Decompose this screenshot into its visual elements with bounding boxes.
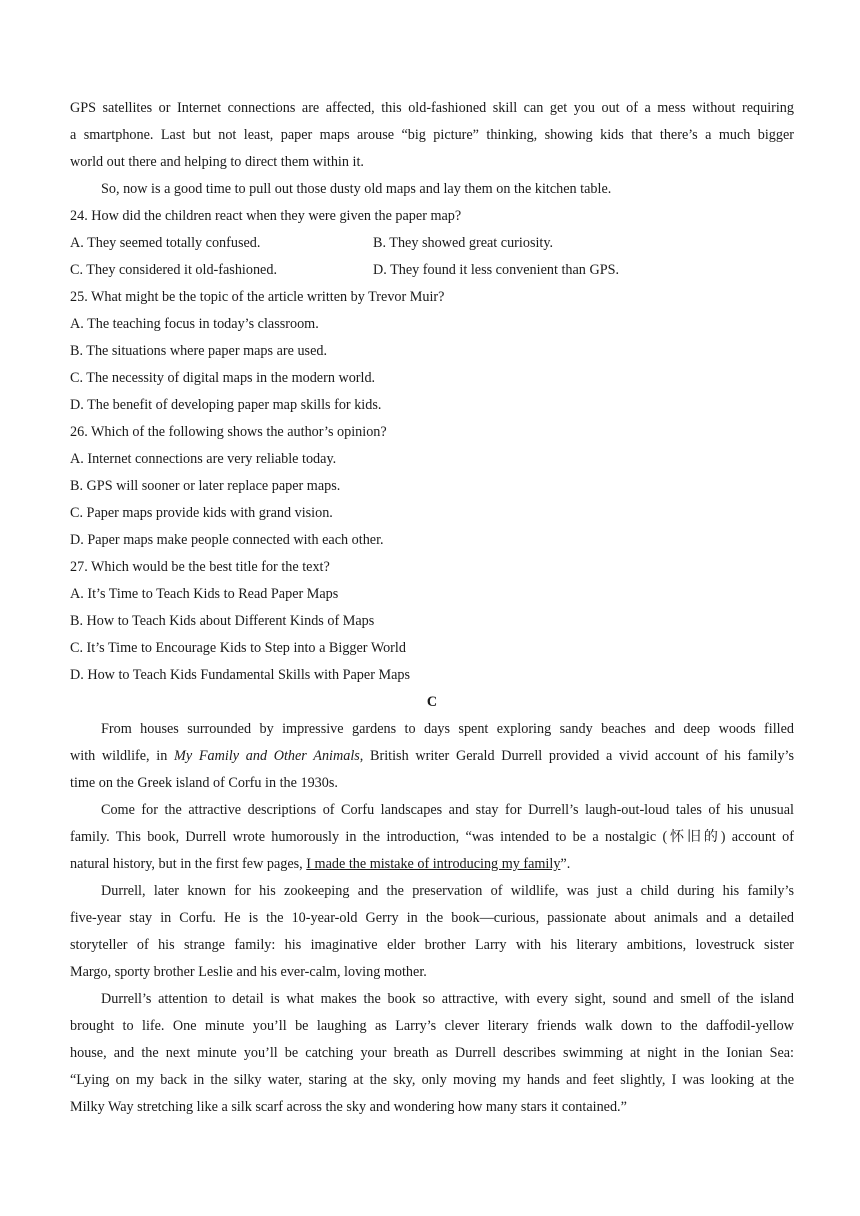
passage-c-p3-line-2: five-year stay in Corfu. He is the 10-year-old Gerry in the book—curious, passionate about animals and a detailed xyxy=(70,910,794,926)
passage-c-p4-line-1: Durrell’s attention to detail is what makes the book so attractive, with every sight, sound and smell of the island xyxy=(101,991,794,1007)
passage-c-p4-line-5: Milky Way stretching like a silk scarf across the sky and wondering how many stars it contained.” xyxy=(70,1099,627,1115)
question-25-option-c: C. The necessity of digital maps in the modern world. xyxy=(70,370,376,386)
question-27-option-b: B. How to Teach Kids about Different Kinds of Maps xyxy=(70,613,375,629)
intro-line-2: a smartphone. Last but not least, paper maps arouse “big picture” thinking, showing kids that there’s a much bigger xyxy=(70,127,794,143)
book-title: My Family and Other Animals xyxy=(174,748,360,764)
question-24-stem: 24. How did the children react when they were given the paper map? xyxy=(70,208,462,224)
passage-c-p4-line-2: brought to life. One minute you’ll be laughing as Larry’s clever literary friends walk down to the daffodil-yellow xyxy=(70,1018,794,1034)
intro-line-1: GPS satellites or Internet connections are affected, this old-fashioned skill can get you out of a mess without requiring xyxy=(70,100,794,116)
question-26-option-b: B. GPS will sooner or later replace paper maps. xyxy=(70,478,341,494)
question-25-stem: 25. What might be the topic of the article written by Trevor Muir? xyxy=(70,289,445,305)
question-24-option-d: D. They found it less convenient than GPS. xyxy=(373,262,620,278)
question-24-option-b: B. They showed great curiosity. xyxy=(373,235,554,251)
question-24-option-c: C. They considered it old-fashioned. xyxy=(70,262,277,278)
intro-line-3: world out there and helping to direct them within it. xyxy=(70,154,364,170)
passage-c-p4-line-3: house, and the next minute you’ll be catching your breath as Durrell describes swimming at night in the Ionian Sea: xyxy=(70,1045,794,1061)
p1-text-before-title: with wildlife, in xyxy=(70,748,175,764)
question-24-option-a: A. They seemed totally confused. xyxy=(70,235,261,251)
passage-c-p3-line-3: storyteller of his strange family: his imaginative elder brother Larry with his literary ambitions, lovestruck sister xyxy=(70,937,794,953)
question-24-options-row-1 xyxy=(70,230,794,257)
p1-text-after-title: , British writer Gerald Durrell provided a vivid account of his family’s xyxy=(359,748,794,764)
question-26-stem: 26. Which of the following shows the author’s opinion? xyxy=(70,424,387,440)
question-25-option-a: A. The teaching focus in today’s classroom. xyxy=(70,316,319,332)
question-25-option-b: B. The situations where paper maps are used. xyxy=(70,343,328,359)
question-26-option-d: D. Paper maps make people connected with each other. xyxy=(70,532,384,548)
underlined-phrase: I made the mistake of introducing my family xyxy=(306,856,561,872)
question-24-options-row-2 xyxy=(70,257,794,284)
question-27-option-c: C. It’s Time to Encourage Kids to Step into a Bigger World xyxy=(70,640,406,656)
passage-c-p2-line-3 xyxy=(70,851,794,878)
conclusion-paragraph: So, now is a good time to pull out those dusty old maps and lay them on the kitchen table. xyxy=(101,181,612,197)
passage-c-p1-line-2 xyxy=(70,743,794,770)
passage-c-p1-line-1: From houses surrounded by impressive gardens to days spent exploring sandy beaches and deep woods filled xyxy=(101,721,794,737)
p2-text-before-underline: natural history, but in the first few pages, xyxy=(70,856,307,872)
p2-text-after-underline: ”. xyxy=(560,856,571,872)
passage-c-p2-line-2: family. This book, Durrell wrote humorously in the introduction, “was intended to be a nostalgic (怀旧的) account of xyxy=(70,829,794,845)
passage-c-p1-line-3: time on the Greek island of Corfu in the 1930s. xyxy=(70,775,338,791)
question-27-stem: 27. Which would be the best title for the text? xyxy=(70,559,330,575)
question-25-option-d: D. The benefit of developing paper map skills for kids. xyxy=(70,397,382,413)
question-27-option-a: A. It’s Time to Teach Kids to Read Paper Maps xyxy=(70,586,339,602)
passage-c-p4-line-4: “Lying on my back in the silky water, staring at the sky, only moving my hands and feet slightly, I was looking at the xyxy=(70,1072,794,1088)
passage-c-p2-line-1: Come for the attractive descriptions of Corfu landscapes and stay for Durrell’s laugh-out-loud tales of his unusual xyxy=(101,802,794,818)
passage-c-p3-line-1: Durrell, later known for his zookeeping and the preservation of wildlife, was just a child during his family’s xyxy=(101,883,794,899)
question-27-option-d: D. How to Teach Kids Fundamental Skills with Paper Maps xyxy=(70,667,411,683)
passage-c-p3-line-4: Margo, sporty brother Leslie and his ever-calm, loving mother. xyxy=(70,964,427,980)
section-heading: C xyxy=(426,694,438,710)
question-26-option-c: C. Paper maps provide kids with grand vision. xyxy=(70,505,333,521)
question-26-option-a: A. Internet connections are very reliable today. xyxy=(70,451,337,467)
